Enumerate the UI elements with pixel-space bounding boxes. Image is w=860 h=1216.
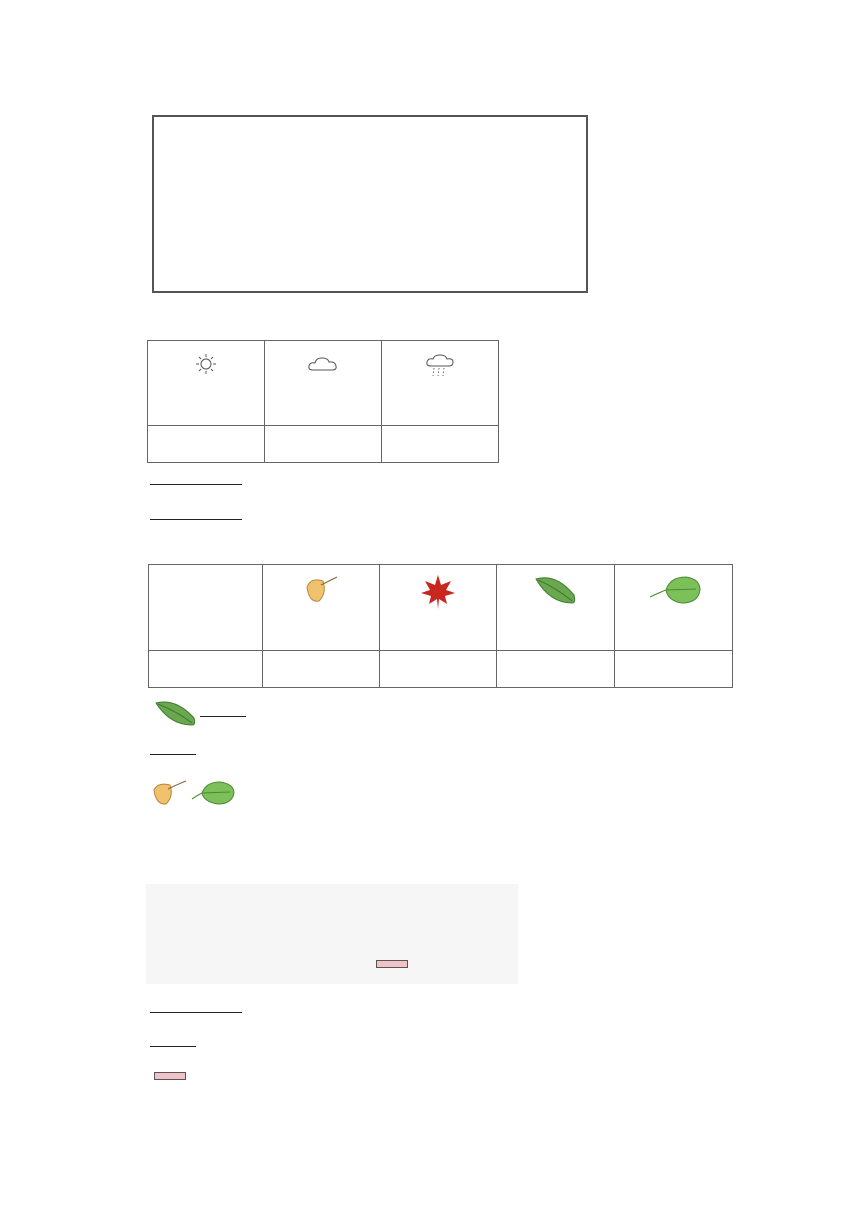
tally-answer-cloudy[interactable] bbox=[265, 426, 382, 463]
answer-blank[interactable] bbox=[150, 1032, 196, 1047]
answer-blank[interactable] bbox=[200, 702, 246, 717]
q10-part3 bbox=[150, 1066, 190, 1086]
q8-part3 bbox=[150, 505, 242, 526]
maple-leaf-icon bbox=[419, 573, 457, 611]
poplar-leaf-icon bbox=[646, 573, 702, 607]
award-chart bbox=[146, 884, 518, 984]
leaf-count-poplar bbox=[615, 651, 733, 688]
answer-blank[interactable] bbox=[196, 998, 242, 1013]
leaf-count-header bbox=[149, 651, 263, 688]
leaf-count-elm bbox=[497, 651, 615, 688]
ginkgo-leaf-icon bbox=[301, 573, 341, 609]
answer-blank[interactable] bbox=[150, 998, 196, 1013]
q10-part2 bbox=[150, 1032, 196, 1053]
calendar-table bbox=[154, 117, 586, 291]
weather-tally-table bbox=[147, 340, 499, 463]
leaf-col-ginkgo bbox=[263, 565, 380, 651]
answer-blank[interactable] bbox=[196, 505, 242, 520]
ginkgo-leaf-icon bbox=[150, 778, 190, 808]
unit-bar-icon bbox=[154, 1072, 186, 1080]
tally-header-rainy bbox=[382, 341, 499, 426]
q9-part3 bbox=[150, 778, 236, 808]
leaf-col-poplar bbox=[615, 565, 733, 651]
q8-part2 bbox=[150, 470, 242, 491]
rain-cloud-icon bbox=[425, 353, 455, 377]
sun-icon bbox=[195, 353, 217, 375]
elm-leaf-icon bbox=[150, 698, 200, 728]
award-legend bbox=[374, 956, 410, 971]
q10-part1 bbox=[150, 998, 242, 1019]
answer-blank[interactable] bbox=[196, 470, 242, 485]
leaf-table bbox=[148, 564, 733, 688]
poplar-leaf-icon bbox=[190, 778, 236, 808]
answer-blank[interactable] bbox=[150, 470, 196, 485]
tally-answer-rainy[interactable] bbox=[382, 426, 499, 463]
tally-answer-sunny[interactable] bbox=[148, 426, 265, 463]
leaf-col-maple bbox=[380, 565, 497, 651]
legend-unit-bar bbox=[376, 960, 408, 968]
tally-header-cloudy bbox=[265, 341, 382, 426]
leaf-kind-header bbox=[149, 565, 263, 651]
cloud-icon bbox=[307, 353, 339, 375]
leaf-count-maple bbox=[380, 651, 497, 688]
leaf-col-elm bbox=[497, 565, 615, 651]
answer-blank[interactable] bbox=[150, 505, 196, 520]
tally-header-sunny bbox=[148, 341, 265, 426]
q9-part1 bbox=[150, 698, 246, 728]
weather-calendar bbox=[152, 115, 588, 293]
elm-leaf-icon bbox=[532, 573, 580, 607]
answer-blank[interactable] bbox=[150, 740, 196, 755]
leaf-count-ginkgo bbox=[263, 651, 380, 688]
q9-part2 bbox=[150, 740, 196, 761]
